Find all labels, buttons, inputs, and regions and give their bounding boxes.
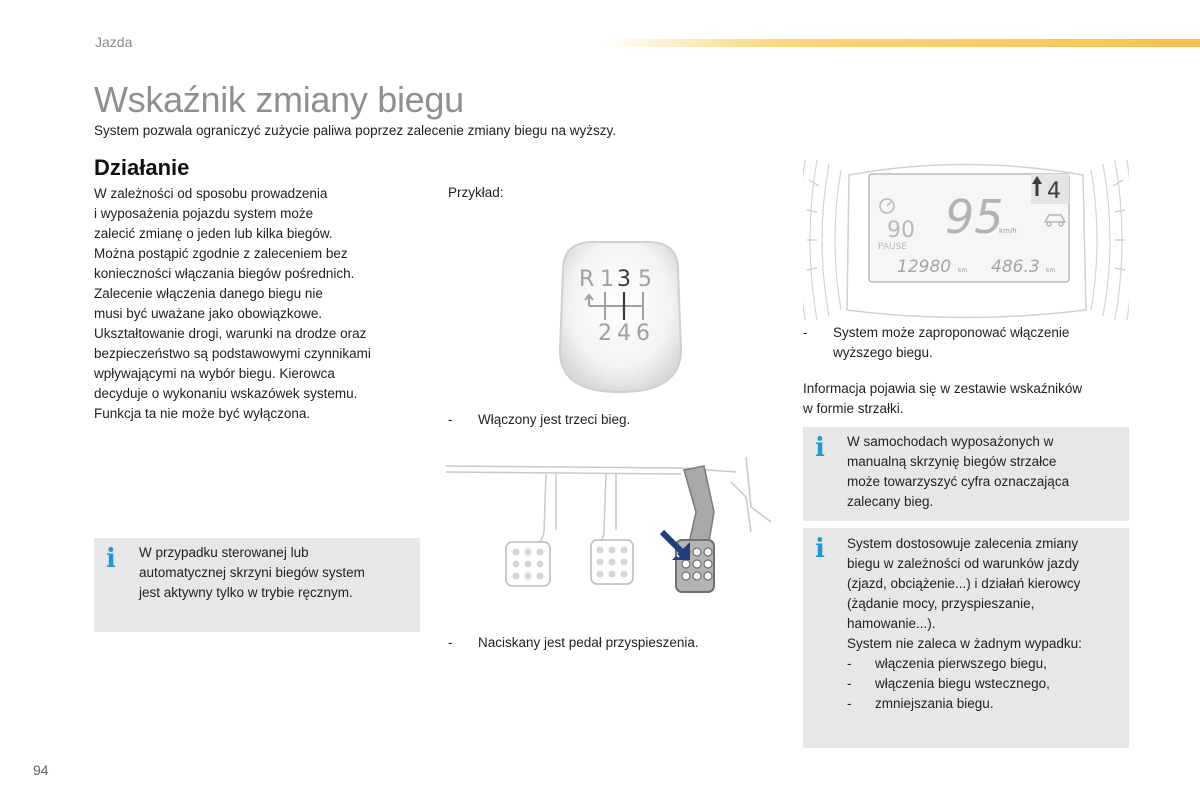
info-line: System nie zaleca w żadnym wypadku:	[847, 636, 1082, 651]
caption-pedal-text: Naciskany jest pedał przyspieszenia.	[478, 635, 699, 650]
gear-label-1: 1	[600, 267, 614, 292]
gear-label-4: 4	[617, 321, 631, 346]
info-icon: i	[815, 534, 825, 564]
paragraph-line: i wyposażenia pojazdu system może	[94, 206, 314, 221]
info-box-text	[847, 534, 1082, 714]
paragraph-line: w formie strzałki.	[803, 401, 904, 416]
info-line: W samochodach wyposażonych w	[847, 434, 1054, 449]
caption-dashboard	[803, 323, 1069, 363]
info-line: System dostosowuje zalecenia zmiany	[847, 536, 1079, 551]
speed-unit: km/h	[999, 227, 1017, 235]
info-line: (zjazd, obciążenie...) i działań kierowcy	[847, 576, 1081, 591]
paragraph-line: musi być uważane jako obowiązkowe.	[94, 306, 323, 321]
gear-knob-graphic	[553, 240, 688, 395]
info-line: jest aktywny tylko w trybie ręcznym.	[139, 585, 353, 600]
gear-knob-illustration	[553, 240, 688, 395]
instrument-cluster-graphic	[803, 160, 1129, 320]
caption-gear-text: Włączony jest trzeci bieg.	[478, 412, 631, 427]
info-line: hamowanie...).	[847, 616, 936, 631]
caption-gear	[448, 410, 630, 430]
info-line: manualną skrzynię biegów strzałce	[847, 454, 1057, 469]
info-line: może towarzyszyć cyfra oznaczająca	[847, 474, 1070, 489]
paragraph-line: Zalecenie włączenia danego biegu nie	[94, 286, 323, 301]
section-heading: Działanie	[94, 155, 190, 180]
list-dash: -	[847, 696, 852, 711]
pause-label: PAUSE	[878, 242, 907, 252]
info-box-text	[139, 543, 365, 603]
right-paragraph	[803, 379, 1082, 419]
list-item	[847, 654, 1082, 674]
paragraph-line: konieczności włączania biegów pośrednich.	[94, 266, 355, 281]
paragraph-line: wpływającymi na wybór biegu. Kierowca	[94, 366, 335, 381]
info-line: (żądanie mocy, przyspieszanie,	[847, 596, 1035, 611]
paragraph-line: Ukształtowanie drogi, warunki na drodze oraz	[94, 326, 367, 341]
info-line: zalecany bieg.	[847, 494, 934, 509]
info-box-automatic	[94, 538, 420, 632]
paragraph-line: decyduje o wykonaniu wskazówek systemu.	[94, 386, 358, 401]
pedals-illustration	[446, 452, 778, 602]
list-dash: -	[847, 676, 852, 691]
caption-text: wyższego biegu.	[833, 345, 933, 360]
list-item	[847, 674, 1082, 694]
info-line: W przypadku sterowanej lub	[139, 545, 309, 560]
caption-line	[803, 323, 1069, 343]
caption-pedal	[448, 633, 699, 653]
paragraph-line: Informacja pojawia się w zestawie wskaźników	[803, 381, 1083, 396]
main-paragraph	[94, 184, 424, 424]
example-label: Przykład:	[448, 185, 504, 200]
header-accent-bar	[600, 39, 1200, 47]
caption-dash: -	[803, 325, 808, 340]
section-label: Jazda	[95, 34, 133, 50]
info-line: biegu w zależności od warunków jazdy	[847, 556, 1079, 571]
info-icon: i	[106, 544, 116, 574]
paragraph-line: bezpieczeństwo są podstawowymi czynnikami	[94, 346, 371, 361]
info-box-text	[847, 432, 1069, 512]
odometer-value: 12980	[897, 257, 952, 277]
caption-dash: -	[448, 635, 453, 650]
accelerator-arm	[684, 466, 714, 547]
list-item-text: zmniejszania biegu.	[875, 696, 994, 711]
speed-value: 95	[945, 190, 1004, 244]
info-box-system-behavior	[803, 528, 1129, 748]
page-title: Wskaźnik zmiany biegu	[94, 79, 464, 120]
page-number: 94	[33, 762, 49, 778]
paragraph-line: Funkcja ta nie może być wyłączona.	[94, 406, 311, 421]
info-icon: i	[815, 433, 825, 463]
set-speed-value: 90	[887, 218, 915, 243]
list-item-text: włączenia biegu wstecznego,	[875, 676, 1050, 691]
odometer-unit: km	[958, 267, 968, 274]
gear-label-2: 2	[598, 321, 612, 346]
gear-hint-value: 4	[1047, 179, 1061, 204]
pedals-graphic	[446, 452, 778, 602]
gear-label-3: 3	[617, 267, 631, 292]
page-subtitle: System pozwala ograniczyć zużycie paliwa poprzez zalecenie zmiany biegu na wyższy.	[94, 123, 616, 138]
gear-label-6: 6	[636, 321, 650, 346]
gear-label-r: R	[579, 267, 595, 292]
list-item-text: włączenia pierwszego biegu,	[875, 656, 1047, 671]
paragraph-line: Można postąpić zgodnie z zaleceniem bez	[94, 246, 348, 261]
info-line: automatycznej skrzyni biegów system	[139, 565, 365, 580]
info-box-manual-gearbox	[803, 427, 1129, 521]
caption-text: System może zaproponować włączenie	[833, 325, 1070, 340]
list-item	[847, 694, 1082, 714]
caption-line	[803, 343, 1069, 363]
trip-unit: km	[1046, 267, 1056, 274]
caption-dash: -	[448, 412, 453, 427]
paragraph-line: zalecić zmianę o jeden lub kilka biegów.	[94, 226, 333, 241]
instrument-cluster-illustration	[803, 160, 1129, 320]
list-dash: -	[847, 656, 852, 671]
paragraph-line: W zależności od sposobu prowadzenia	[94, 186, 328, 201]
trip-value: 486.3	[991, 257, 1040, 277]
gear-label-5: 5	[638, 267, 652, 292]
